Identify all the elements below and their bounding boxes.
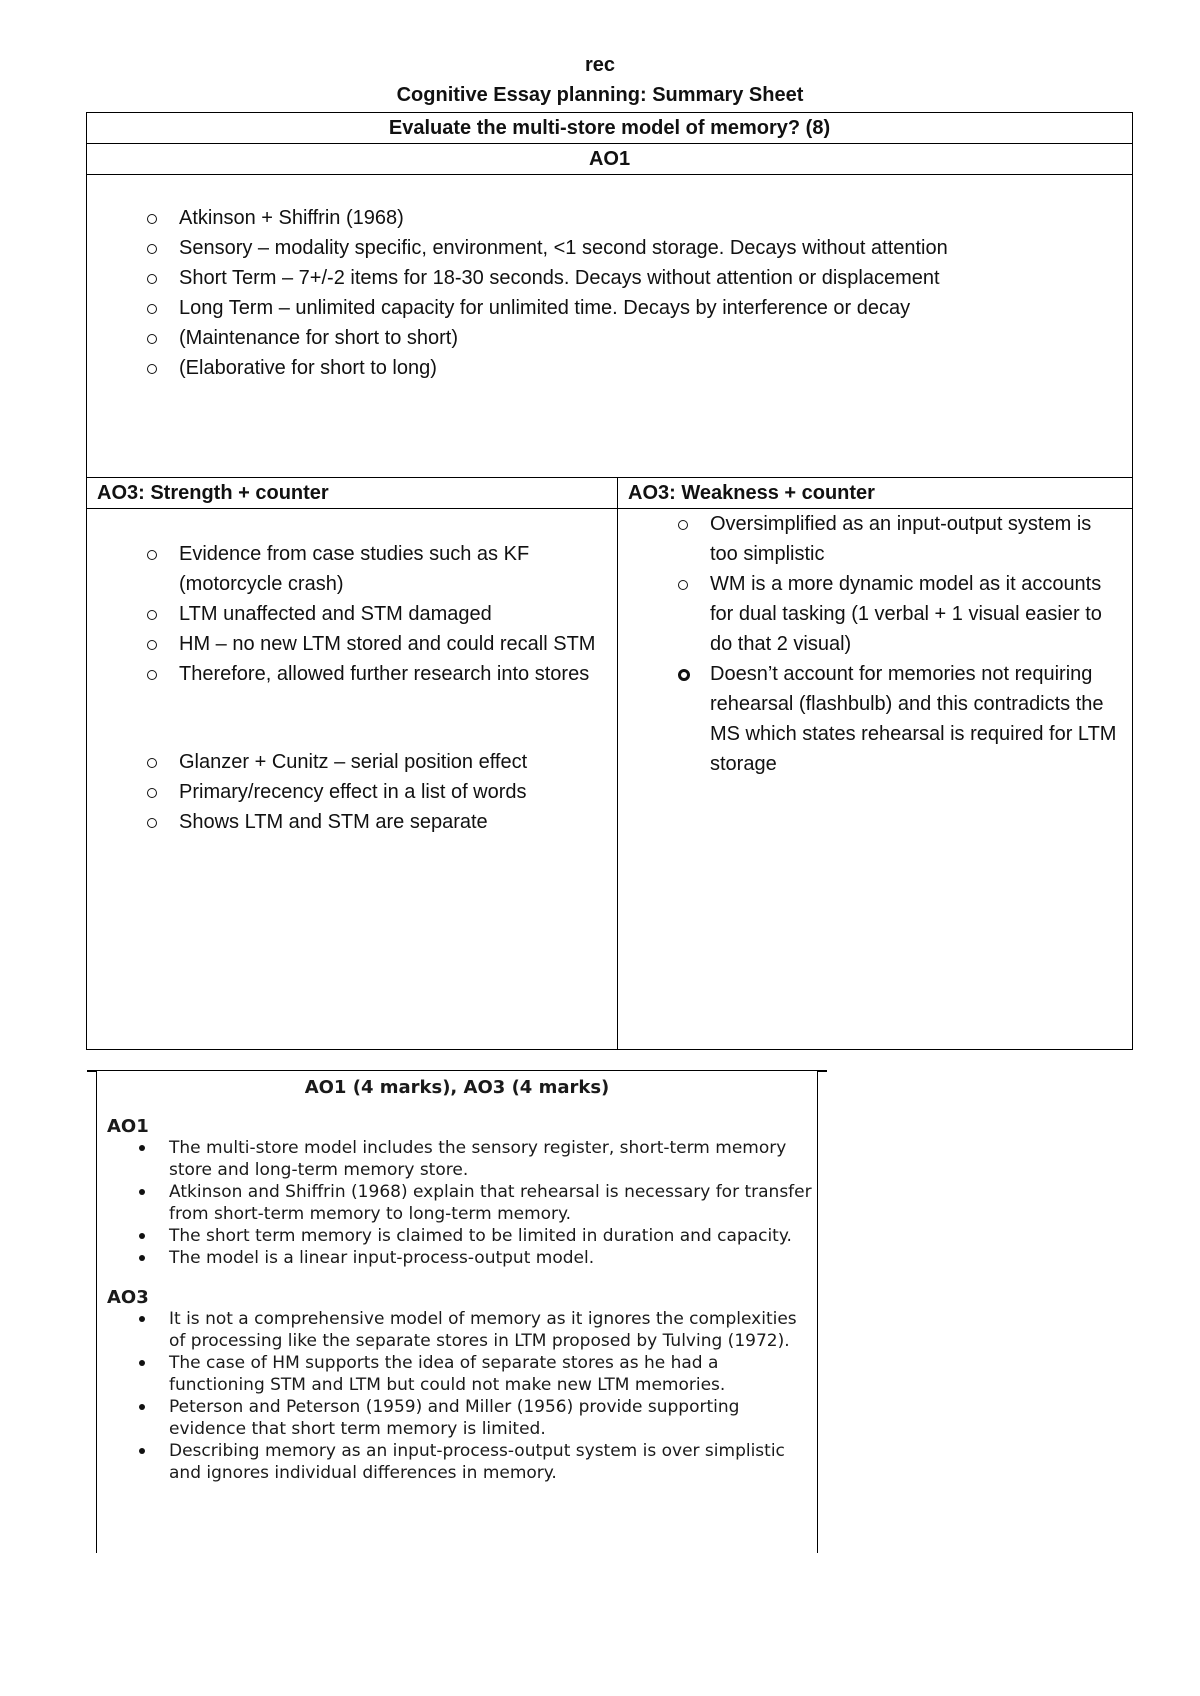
- strength-list-b: [97, 747, 607, 837]
- list-item: Shows LTM and STM are separate: [137, 807, 607, 837]
- mark-scheme-ao3-heading: AO3: [107, 1287, 149, 1308]
- list-item: HM – no new LTM stored and could recall STM: [137, 629, 607, 659]
- header-rec: rec: [584, 54, 616, 76]
- mark-scheme-ao1-heading: AO1: [107, 1116, 149, 1137]
- ao1-list: [97, 203, 1122, 383]
- ao1-content-cell: [87, 175, 1133, 478]
- list-item: The case of HM supports the idea of separate stores as he had a functioning STM and LTM but could not make new LTM memories.: [169, 1352, 817, 1396]
- mark-scheme-ao1-list: [97, 1137, 817, 1269]
- mark-scheme-box: [96, 1070, 818, 1553]
- list-item: Primary/recency effect in a list of words: [137, 777, 607, 807]
- list-item: The short term memory is claimed to be limited in duration and capacity.: [169, 1225, 817, 1247]
- list-item: (Elaborative for short to long): [137, 353, 1122, 383]
- list-item: Glanzer + Cunitz – serial position effect: [137, 747, 607, 777]
- list-item: WM is a more dynamic model as it accounts for dual tasking (1 verbal + 1 visual easier to do that 2 visual): [668, 569, 1122, 659]
- list-item: Sensory – modality specific, environment, <1 second storage. Decays without attention: [137, 233, 1122, 263]
- list-item: Oversimplified as an input-output system is too simplistic: [668, 509, 1122, 569]
- strength-list-a: [97, 539, 607, 689]
- list-item: The multi-store model includes the sensory register, short-term memory store and long-term memory store.: [169, 1137, 817, 1181]
- list-item: It is not a comprehensive model of memory as it ignores the complexities of processing like the separate stores in LTM proposed by Tulving (1972).: [169, 1308, 817, 1352]
- question-cell: Evaluate the multi-store model of memory? (8): [87, 113, 1133, 144]
- list-item: Describing memory as an input-process-output system is over simplistic and ignores individual differences in memory.: [169, 1440, 817, 1484]
- weakness-list: [628, 509, 1122, 779]
- weakness-heading-cell: AO3: Weakness + counter: [618, 478, 1133, 509]
- corner-tick: [817, 1070, 827, 1072]
- list-item: Long Term – unlimited capacity for unlimited time. Decays by interference or decay: [137, 293, 1122, 323]
- mark-scheme-title: AO1 (4 marks), AO3 (4 marks): [304, 1077, 610, 1098]
- list-item: Atkinson and Shiffrin (1968) explain that rehearsal is necessary for transfer from short-term memory to long-term memory.: [169, 1181, 817, 1225]
- list-item: The model is a linear input-process-output model.: [169, 1247, 817, 1269]
- list-item: Peterson and Peterson (1959) and Miller (1956) provide supporting evidence that short term memory is limited.: [169, 1396, 817, 1440]
- strength-content-cell: [87, 509, 618, 1050]
- list-item: (Maintenance for short to short): [137, 323, 1122, 353]
- corner-tick: [87, 1070, 97, 1072]
- strength-heading-cell: AO3: Strength + counter: [87, 478, 618, 509]
- list-item: Doesn’t account for memories not requiring rehearsal (flashbulb) and this contradicts the MS which states rehearsal is required for LTM storage: [668, 659, 1122, 779]
- list-spacer: [97, 689, 607, 747]
- ao1-heading-cell: AO1: [87, 144, 1133, 175]
- list-item: LTM unaffected and STM damaged: [137, 599, 607, 629]
- sheet-title: Cognitive Essay planning: Summary Sheet: [396, 84, 804, 106]
- list-item: Evidence from case studies such as KF (motorcycle crash): [137, 539, 607, 599]
- list-item: Short Term – 7+/-2 items for 18-30 seconds. Decays without attention or displacement: [137, 263, 1122, 293]
- list-item: Therefore, allowed further research into stores: [137, 659, 607, 689]
- essay-plan-table: [86, 112, 1133, 1050]
- mark-scheme-ao3-list: [97, 1308, 817, 1484]
- list-item: Atkinson + Shiffrin (1968): [137, 203, 1122, 233]
- weakness-content-cell: [618, 509, 1133, 1050]
